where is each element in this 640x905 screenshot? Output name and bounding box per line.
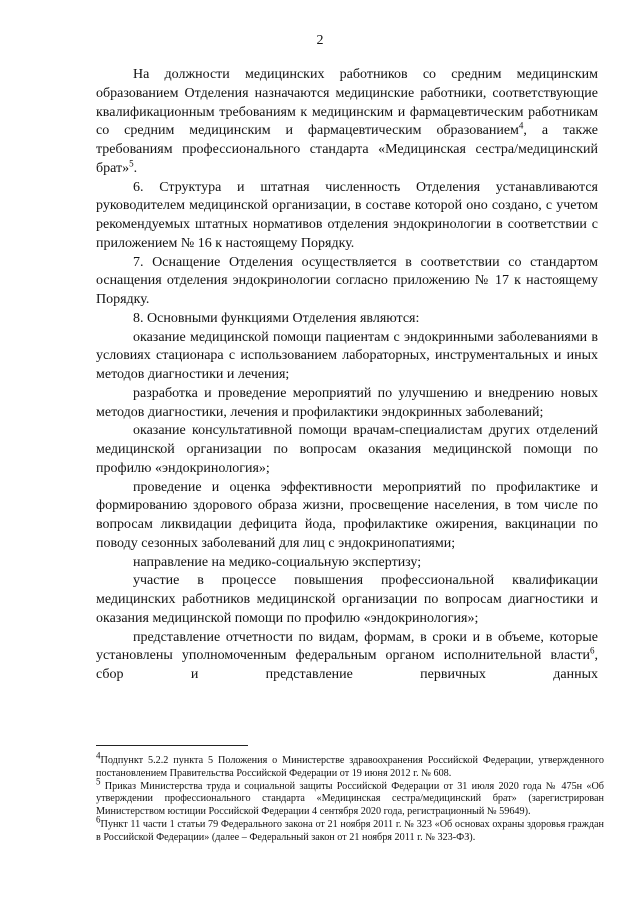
- footnote: [96, 750, 604, 781]
- list-item-function-reporting: [96, 629, 598, 685]
- paragraph-structure: 6. Структура и штатная численность Отделения устанавливаются руководителем медицинской организации, в составе которой оно создано, с учетом рекомендуемых штатных нормативов отделения эндокринологии в соответствии с приложением № 16 к настоящему Порядку.: [96, 179, 598, 251]
- footnote-divider: [96, 745, 248, 746]
- page-number: 2: [316, 33, 324, 48]
- footnote-ref[interactable]: 4: [518, 120, 524, 131]
- footnote-mark: 5: [96, 776, 101, 787]
- footnote-text: Подпункт 5.2.2 пункта 5 Положения о Министерстве здравоохранения Российской Федерации, утвержденного постановлением Правительства Российской Федерации от 19 июня 2012 г. № 608.: [96, 755, 604, 779]
- footnote-ref[interactable]: 5: [129, 158, 134, 169]
- paragraph-text-continued: , сбор и представление первичных данных: [96, 648, 598, 682]
- list-item-function: проведение и оценка эффективности мероприятий по профилактике и формированию здорового образа жизни, просвещение населения, в том числе по вопросам ликвидации дефицита йода, профилактике ожирения, вакцинации по поводу сезонных заболеваний для лиц с эндокринопатиями;: [96, 479, 598, 551]
- document-body: [96, 66, 598, 685]
- paragraph-text-end: .: [133, 160, 138, 176]
- list-item-function: оказание медицинской помощи пациентам с эндокринными заболеваниями в условиях стационара с использованием лабораторных, инструментальных и иных методов диагностики и лечения;: [96, 329, 598, 382]
- paragraph-text: представление отчетности по видам, формам, в сроки и в объеме, которые установлены уполномоченным федеральным органом исполнительной власти: [96, 629, 598, 664]
- paragraph-text: На должности медицинских работников со средним медицинским образованием Отделения назначаются медицинские работники, соответствующие квалификационным требованиям к медицинским и фармацевтическим работникам со средним медицинским и фармацевтическим образованием: [96, 67, 598, 139]
- footnote-text: Пункт 11 части 1 статьи 79 Федерального закона от 21 ноября 2011 г. № 323 «Об основах охраны здоровья граждан в Российской Федерации» (далее – Федеральный закон от 21 ноября 2011 г. № 323-ФЗ).: [96, 818, 604, 843]
- footnote: [96, 814, 604, 845]
- paragraph-equipment: 7. Оснащение Отделения осуществляется в соответствии со стандартом оснащения отделения эндокринологии согласно приложению № 17 к настоящему Порядку.: [96, 254, 598, 307]
- paragraph-text-continued: , а также требованиям профессионального стандарта «Медицинская сестра/медицинский брат»: [96, 123, 598, 176]
- footnote-ref[interactable]: 6: [590, 645, 595, 656]
- list-item-function: оказание консультативной помощи врачам-специалистам других отделений медицинской организации по вопросам оказания медицинской помощи по профилю «эндокринология»;: [96, 423, 598, 476]
- footnote-mark: 4: [96, 750, 101, 761]
- footnote-mark: 6: [96, 814, 101, 825]
- list-item-function: направление на медико-социальную экспертизу;: [133, 554, 422, 570]
- paragraph-staff-requirements: [96, 66, 598, 179]
- list-item-function: участие в процессе повышения профессиональной квалификации медицинских работников медицинской организации по вопросам диагностики и оказания медицинской помощи по профилю «эндокринология»;: [96, 573, 598, 626]
- footnotes: [96, 750, 604, 845]
- paragraph-functions-heading: 8. Основными функциями Отделения являются:: [133, 310, 420, 326]
- list-item-function: разработка и проведение мероприятий по улучшению и внедрению новых методов диагностики, лечения и профилактики эндокринных заболеваний;: [96, 385, 598, 420]
- footnote-text: Приказ Министерства труда и социальной защиты Российской Федерации от 31 июля 2020 года № 475н «Об утверждении профессионального стандарта «Медицинская сестра/медицинский брат» (зарегистрирован Министерством юстиции Российской Федерации 4 сентября 2020 года, регистрационный № 59649).: [96, 780, 604, 818]
- footnote: [96, 776, 604, 819]
